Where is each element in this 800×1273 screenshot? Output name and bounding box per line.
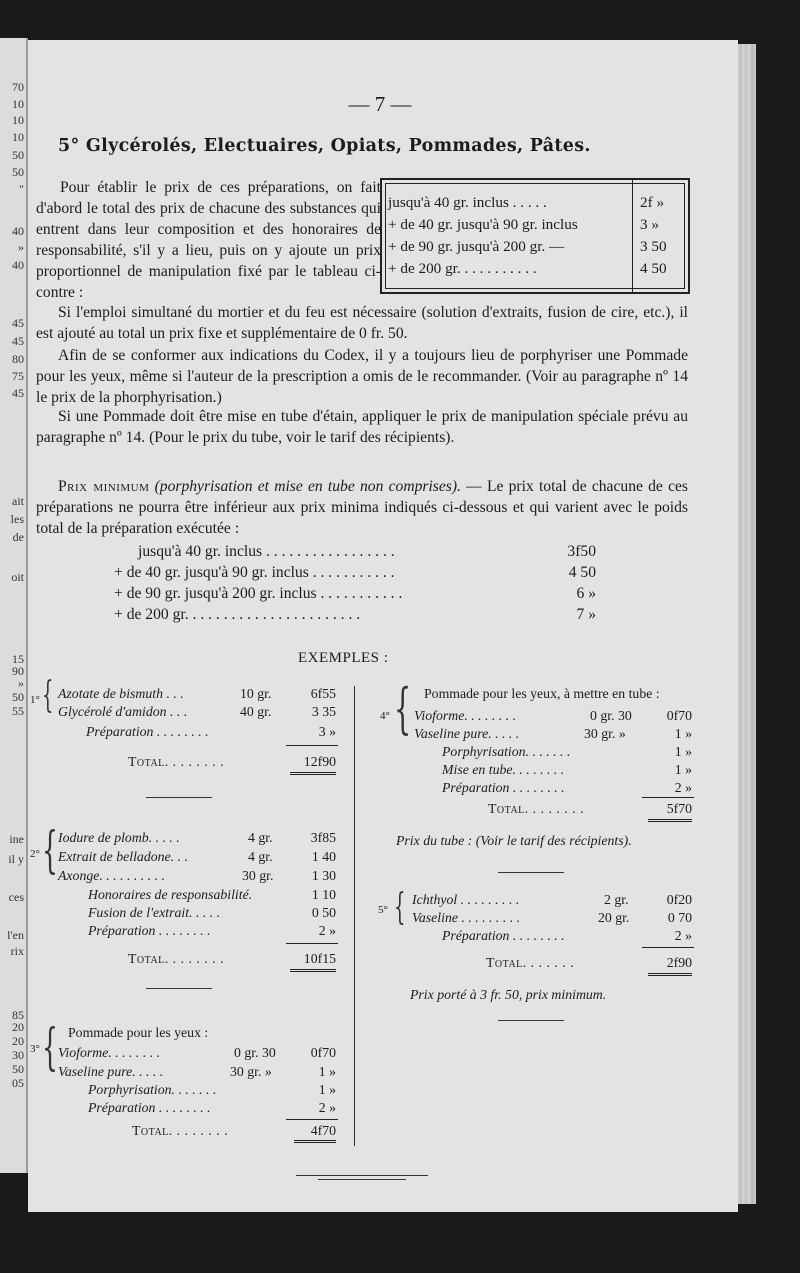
example-1-price: 3 35 bbox=[311, 704, 336, 719]
page-number: — 7 — bbox=[348, 92, 412, 116]
margin-fragment: 10 bbox=[12, 130, 24, 144]
example-2-item: Honoraires de responsabilité. bbox=[88, 887, 253, 902]
example-1-item: Azotate de bismuth . . . bbox=[58, 686, 184, 701]
example-1-item: Préparation . . . . . . . . bbox=[86, 724, 209, 739]
price-row-range: jusqu'à 40 gr. inclus . . . . . bbox=[388, 194, 547, 211]
example-3-brace: { bbox=[42, 1018, 58, 1076]
example-5-total-label: Total. . . . . . . bbox=[486, 955, 575, 970]
example-4-number: 4° bbox=[380, 710, 390, 722]
exemples-title: EXEMPLES : bbox=[298, 650, 389, 666]
sum-line bbox=[642, 797, 694, 798]
paragraph-feu: Si l'emploi simultané du mortier et du feu est nécessaire (solution d'extraits, fusion de cire, etc.), il est ajouté au total un prix fixe et supplémentaire de 0 fr. 50. bbox=[36, 304, 688, 342]
price-row-value: 4 50 bbox=[640, 260, 667, 277]
example-3-item: Porphyrisation. . . . . . . bbox=[88, 1082, 217, 1097]
example-3-price: 1 » bbox=[318, 1082, 336, 1097]
example-5-price: 0 70 bbox=[667, 910, 692, 925]
example-2-price: 1 40 bbox=[311, 849, 336, 864]
total-underline bbox=[648, 819, 692, 822]
margin-fragment: 20 bbox=[12, 1020, 24, 1034]
minimum-row-range: + de 90 gr. jusqu'à 200 gr. inclus . . . . . . . . . . . bbox=[114, 585, 403, 602]
example-separator bbox=[498, 1020, 564, 1021]
minimum-row-range: + de 40 gr. jusqu'à 90 gr. inclus . . . . . . . . . . . bbox=[114, 564, 395, 581]
example-4-price: 2 » bbox=[674, 780, 692, 795]
margin-fragment: il y bbox=[8, 852, 24, 866]
example-2-brace: { bbox=[42, 821, 58, 879]
example-4-total-label: Total. . . . . . . . bbox=[488, 801, 585, 816]
example-2-total-label: Total. . . . . . . . bbox=[128, 951, 225, 966]
paragraph-tube: Si une Pommade doit être mise en tube d'étain, appliquer le prix de manipulation spéciale prévu au paragraphe nº 14. (Pour le prix du tube, voir le tarif des récipients). bbox=[36, 408, 688, 446]
example-4-price: 1 » bbox=[674, 762, 692, 777]
example-5-item: Préparation . . . . . . . . bbox=[442, 928, 565, 943]
margin-fragment: 30 bbox=[12, 1048, 24, 1062]
margin-fragment: 70 bbox=[12, 80, 24, 94]
example-5-qty: 20 gr. bbox=[598, 910, 630, 925]
minimum-row-price: 4 50 bbox=[568, 564, 596, 581]
margin-fragment: 80 bbox=[12, 352, 24, 366]
example-1-price: 6f55 bbox=[310, 686, 336, 701]
example-4-price: 1 » bbox=[674, 726, 692, 741]
example-separator bbox=[498, 872, 564, 873]
example-4-total: 5f70 bbox=[666, 801, 692, 816]
margin-fragment: 75 bbox=[12, 369, 24, 383]
page-edge bbox=[738, 44, 756, 1204]
example-4-item: Mise en tube. . . . . . . . bbox=[442, 762, 565, 777]
margin-fragment: » bbox=[18, 240, 24, 254]
example-1-total: 12f90 bbox=[303, 754, 336, 769]
example-2-item: Axonge. . . . . . . . . . bbox=[58, 868, 165, 883]
example-4-note: Prix du tube : (Voir le tarif des récipients). bbox=[396, 833, 632, 848]
example-5-qty: 2 gr. bbox=[604, 892, 629, 907]
example-3-price: 2 » bbox=[318, 1100, 336, 1115]
paragraph-prix-minimum bbox=[36, 476, 688, 539]
example-3-qty: 30 gr. » bbox=[230, 1064, 272, 1079]
example-5-item: Vaseline . . . . . . . . . bbox=[412, 910, 521, 925]
bottom-rule bbox=[296, 1175, 428, 1176]
example-4-qty: 0 gr. 30 bbox=[590, 708, 632, 723]
margin-fragment: 85 bbox=[12, 1008, 24, 1022]
example-1-total-label: Total. . . . . . . . bbox=[128, 754, 225, 769]
example-1-number: 1° bbox=[30, 694, 40, 706]
margin-fragment: 45 bbox=[12, 316, 24, 330]
minimum-row-price: 3f50 bbox=[567, 543, 596, 560]
example-2-price: 3f85 bbox=[310, 830, 336, 845]
total-underline bbox=[290, 772, 336, 775]
example-1-qty: 40 gr. bbox=[240, 704, 272, 719]
prix-minimum-note: (porphyrisation et mise en tube non comprises). bbox=[154, 478, 461, 495]
margin-fragment: 50 bbox=[12, 690, 24, 704]
price-row-value: 3 50 bbox=[640, 238, 667, 255]
example-4-qty: 30 gr. » bbox=[584, 726, 626, 741]
example-1-price: 3 » bbox=[318, 724, 336, 739]
sum-line bbox=[642, 947, 694, 948]
page bbox=[28, 40, 738, 1212]
example-separator bbox=[146, 797, 212, 798]
sum-line bbox=[286, 943, 338, 944]
left-margin-strip bbox=[0, 38, 28, 1173]
minimum-row-price: 6 » bbox=[576, 585, 596, 602]
example-2-price: 1 10 bbox=[311, 887, 336, 902]
example-3-total-label: Total. . . . . . . . bbox=[132, 1123, 229, 1138]
margin-fragment: 90 bbox=[12, 664, 24, 678]
margin-fragment: ine bbox=[9, 832, 24, 846]
manipulation-price-table bbox=[380, 178, 690, 294]
margin-fragment: 45 bbox=[12, 334, 24, 348]
sum-line bbox=[286, 745, 338, 746]
minimum-row-range: jusqu'à 40 gr. inclus . . . . . . . . . . . . . . . . . bbox=[138, 543, 395, 560]
margin-fragment: 45 bbox=[12, 386, 24, 400]
example-separator bbox=[146, 988, 212, 989]
example-2-total: 10f15 bbox=[303, 951, 336, 966]
margin-fragment: 50 bbox=[12, 148, 24, 162]
bottom-rule bbox=[318, 1179, 406, 1180]
example-5-price: 0f20 bbox=[666, 892, 692, 907]
sum-line bbox=[286, 1119, 338, 1120]
intro-paragraph: Pour établir le prix de ces préparations, on fait d'abord le total des prix de chacune des substances qui entrent dans leur composition et des honoraires de responsabilité, s'il y a lieu, puis on y ajoute un prix proportionnel de manipulation fixé par le tableau ci-contre : bbox=[36, 179, 381, 301]
margin-fragment: » bbox=[18, 676, 24, 690]
example-2-qty: 4 gr. bbox=[248, 830, 273, 845]
example-4-item: Porphyrisation. . . . . . . bbox=[442, 744, 571, 759]
example-4-item: Préparation . . . . . . . . bbox=[442, 780, 565, 795]
margin-fragment: de bbox=[12, 530, 24, 544]
minimum-row-range: + de 200 gr. . . . . . . . . . . . . . . . . . . . . . . bbox=[114, 606, 361, 623]
minimum-row-price: 7 » bbox=[576, 606, 596, 623]
margin-fragment: 15 bbox=[12, 652, 24, 666]
price-row-value: 2f » bbox=[640, 194, 665, 211]
example-2-item: Iodure de plomb. . . . . bbox=[58, 830, 180, 845]
example-4-item: Vaseline pure. . . . . bbox=[414, 726, 520, 741]
prix-minimum-text: — Le prix total de chacune de ces préparations ne pourra être inférieur aux prix minima indiqués ci-dessous et qui varient avec le poids total de la préparation exécutée : bbox=[36, 478, 688, 537]
margin-fragment: les bbox=[10, 512, 24, 526]
example-3-number: 3° bbox=[30, 1043, 40, 1055]
example-5-note: Prix porté à 3 fr. 50, prix minimum. bbox=[410, 987, 607, 1002]
example-2-price: 1 30 bbox=[311, 868, 336, 883]
margin-fragment: l'en bbox=[7, 928, 24, 942]
column-divider bbox=[354, 686, 355, 1146]
margin-fragment: 50 bbox=[12, 165, 24, 179]
total-underline bbox=[290, 969, 336, 972]
section-title: 5° Glycérolés, Electuaires, Opiats, Pommades, Pâtes. bbox=[58, 136, 591, 156]
example-2-qty: 4 gr. bbox=[248, 849, 273, 864]
margin-fragment: oit bbox=[11, 570, 24, 584]
example-2-price: 0 50 bbox=[311, 905, 336, 920]
total-underline bbox=[294, 1140, 336, 1143]
example-5-brace: { bbox=[394, 887, 406, 928]
margin-fragment: 05 bbox=[12, 1076, 24, 1090]
example-5-price: 2 » bbox=[674, 928, 692, 943]
margin-fragment: 40 bbox=[12, 224, 24, 238]
example-1-brace: { bbox=[42, 675, 54, 716]
example-1-qty: 10 gr. bbox=[240, 686, 272, 701]
total-underline bbox=[648, 973, 692, 976]
margin-fragment: " bbox=[19, 182, 24, 196]
example-5-total: 2f90 bbox=[666, 955, 692, 970]
margin-fragment: ait bbox=[12, 494, 24, 508]
example-2-price: 2 » bbox=[318, 923, 336, 938]
paragraph-codex: Afin de se conformer aux indications du Codex, il y a toujours lieu de porphyriser une Pommade pour les yeux, même si l'auteur de la prescription a omis de le recommander. (Voir au paragraphe nº 14 le prix de la phorphyrisation.) bbox=[36, 347, 688, 406]
example-3-total: 4f70 bbox=[310, 1123, 336, 1138]
example-3-price: 0f70 bbox=[310, 1045, 336, 1060]
price-row-range: + de 90 gr. jusqu'à 200 gr. — bbox=[388, 238, 565, 255]
example-5-number: 5° bbox=[378, 904, 388, 916]
example-3-item: Vaseline pure. . . . . bbox=[58, 1064, 164, 1079]
example-5-item: Ichthyol . . . . . . . . . bbox=[412, 892, 520, 907]
example-2-item: Fusion de l'extrait. . . . . bbox=[88, 905, 221, 920]
example-2-qty: 30 gr. bbox=[242, 868, 274, 883]
margin-fragment: 10 bbox=[12, 113, 24, 127]
margin-fragment: rix bbox=[10, 944, 24, 958]
example-4-price: 0f70 bbox=[666, 708, 692, 723]
example-1-item: Glycérolé d'amidon . . . bbox=[58, 704, 188, 719]
example-4-brace: { bbox=[394, 677, 412, 740]
margin-fragment: 55 bbox=[12, 704, 24, 718]
margin-fragment: 20 bbox=[12, 1034, 24, 1048]
example-3-qty: 0 gr. 30 bbox=[234, 1045, 276, 1060]
margin-fragment: ces bbox=[8, 890, 24, 904]
margin-fragment: 50 bbox=[12, 1062, 24, 1076]
example-2-item: Extrait de belladone. . . bbox=[58, 849, 188, 864]
example-3-price: 1 » bbox=[318, 1064, 336, 1079]
example-4-heading: Pommade pour les yeux, à mettre en tube : bbox=[424, 686, 660, 701]
example-3-item: Vioforme. . . . . . . . bbox=[58, 1045, 161, 1060]
example-3-item: Préparation . . . . . . . . bbox=[88, 1100, 211, 1115]
example-4-price: 1 » bbox=[674, 744, 692, 759]
example-4-item: Vioforme. . . . . . . . bbox=[414, 708, 517, 723]
example-3-heading: Pommade pour les yeux : bbox=[68, 1025, 209, 1040]
margin-fragment: 10 bbox=[12, 97, 24, 111]
price-row-value: 3 » bbox=[640, 216, 659, 233]
example-2-item: Préparation . . . . . . . . bbox=[88, 923, 211, 938]
margin-fragment: 40 bbox=[12, 258, 24, 272]
price-row-range: + de 200 gr. . . . . . . . . . . bbox=[388, 260, 537, 277]
example-2-number: 2° bbox=[30, 848, 40, 860]
price-row-range: + de 40 gr. jusqu'à 90 gr. inclus bbox=[388, 216, 578, 233]
prix-minimum-label: Prix minimum bbox=[58, 478, 150, 495]
